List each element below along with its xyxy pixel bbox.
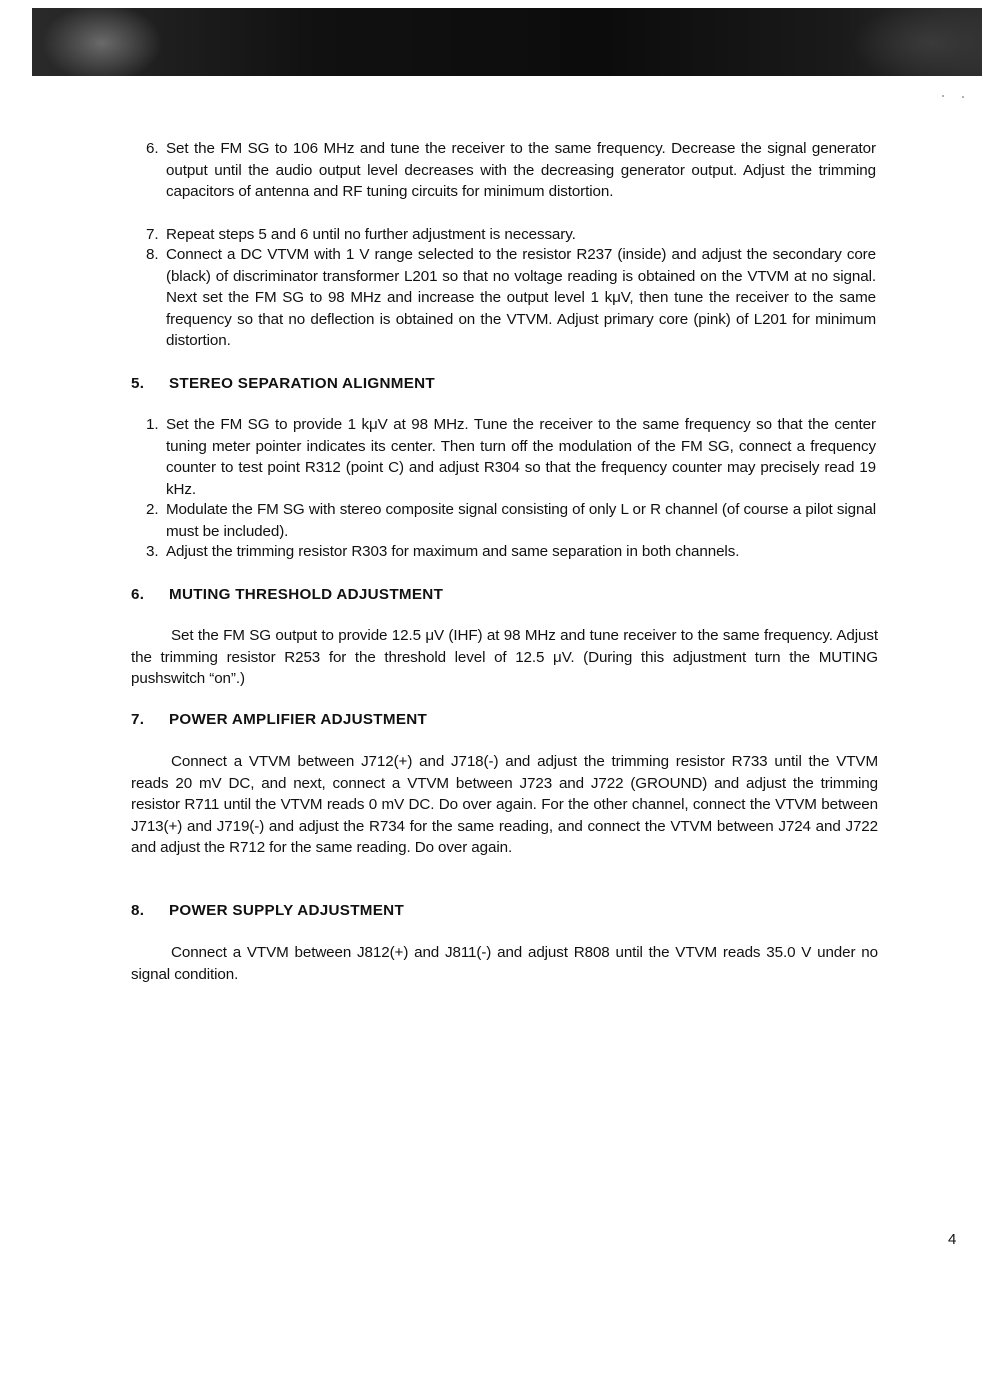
section-heading [131, 373, 435, 395]
section-heading [131, 709, 427, 731]
step-text: Modulate the FM SG with stereo composite signal consisting of only L or R channel (of course a pilot signal must be included). [166, 501, 876, 540]
step-item [146, 414, 876, 500]
scan-speck [942, 95, 944, 97]
section-paragraph [131, 751, 878, 859]
step-number: 7. [146, 226, 159, 243]
step-item [146, 224, 876, 246]
section-paragraph [131, 625, 878, 690]
section-title: MUTING THRESHOLD ADJUSTMENT [169, 586, 444, 603]
section-title: POWER SUPPLY ADJUSTMENT [169, 902, 405, 919]
section-number: 6. [131, 586, 145, 603]
step-text: Set the FM SG to 106 MHz and tune the receiver to the same frequency. Decrease the signal generator output until the audio output level decreases with the decreasing generator output. Adjust the trimming capacitors of antenna and RF tuning circuits for minimum distortion. [166, 140, 876, 200]
step-text: Connect a DC VTVM with 1 V range selected to the resistor R237 (inside) and adjust the secondary core (black) of discriminator transformer L201 so that no voltage reading is obtained on the VTVM at no signal. Next set the FM SG to 98 MHz and increase the output level 1 kμV, then tune the receiver to the same frequency so that no deflection is obtained on the VTVM. Adjust primary core (pink) of L201 for minimum distortion. [166, 246, 876, 349]
section-heading [131, 900, 404, 922]
section-title: POWER AMPLIFIER ADJUSTMENT [169, 711, 428, 728]
step-number: 6. [146, 140, 159, 157]
step-text: Repeat steps 5 and 6 until no further adjustment is necessary. [166, 226, 576, 243]
step-item [146, 499, 876, 542]
step-number: 2. [146, 501, 159, 518]
step-text: Adjust the trimming resistor R303 for maximum and same separation in both channels. [166, 543, 740, 560]
step-number: 8. [146, 246, 159, 263]
section-number: 8. [131, 902, 145, 919]
paragraph-text: Connect a VTVM between J712(+) and J718(-) and adjust the trimming resistor R733 until the VTVM reads 20 mV DC, and next, connect a VTVM between J723 and J722 (GROUND) and adjust the trimming resistor R711 until the VTVM reads 0 mV DC. Do over again. For the other channel, connect the VTVM between J713(+) and J719(-) and adjust the R734 for the same reading, and connect the VTVM between J724 and J722 and adjust the R712 for the same reading. Do over again. [131, 753, 878, 856]
page-number: 4 [948, 1231, 957, 1248]
step-item [146, 244, 876, 352]
section-title: STEREO SEPARATION ALIGNMENT [169, 375, 436, 392]
header-band [32, 8, 982, 76]
paragraph-text: Connect a VTVM between J812(+) and J811(-) and adjust R808 until the VTVM reads 35.0 V under no signal condition. [131, 944, 878, 983]
scan-speck [962, 96, 964, 98]
section-number: 5. [131, 375, 145, 392]
paragraph-text: Set the FM SG output to provide 12.5 μV (IHF) at 98 MHz and tune receiver to the same frequency. Adjust the trimming resistor R253 for the threshold level of 12.5 μV. (During this adjustment turn the MUTING pushswitch “on”.) [131, 627, 878, 687]
step-number: 1. [146, 416, 159, 433]
section-heading [131, 584, 443, 606]
section-number: 7. [131, 711, 145, 728]
step-item [146, 541, 876, 563]
step-number: 3. [146, 543, 159, 560]
step-text: Set the FM SG to provide 1 kμV at 98 MHz. Tune the receiver to the same frequency so that the center tuning meter pointer indicates its center. Then turn off the modulation of the FM SG, connect a frequency counter to test point R312 (point C) and adjust R304 so that the frequency counter may precisely read 19 kHz. [166, 416, 876, 498]
section-paragraph [131, 942, 878, 985]
step-item [146, 138, 876, 203]
